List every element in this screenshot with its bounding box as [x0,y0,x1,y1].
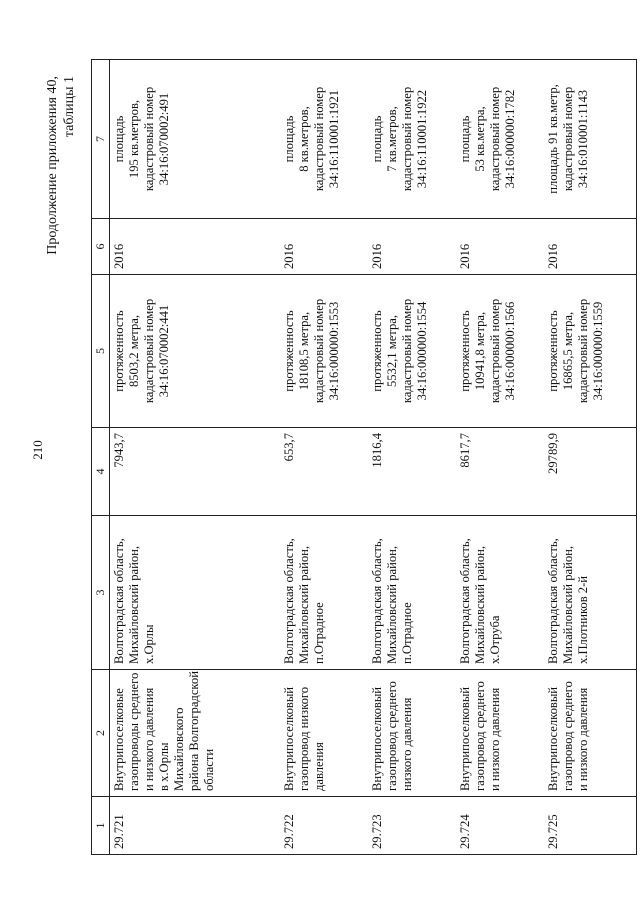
property-table [91,59,637,855]
object-area [368,60,456,219]
object-address-line: Михайловский район, [297,546,311,664]
object-length-line: кадастровый номер [488,298,502,404]
object-area-line: кадастровый номер [312,86,326,192]
object-area-line: площадь [112,115,126,163]
object-address-line: Волгоградская область, [112,538,126,664]
object-address [368,516,456,670]
object-length [544,275,637,428]
column-header: 5 [92,275,110,428]
object-address-line: Михайловский район, [385,546,399,664]
table-row [280,60,368,855]
object-area-line: кадастровый номер [400,86,414,192]
object-area-line: 195 кв.метров, [127,99,141,179]
object-address [456,516,544,670]
object-area-line: 8 кв.метров, [297,106,311,172]
object-area-line: 34:16:110001:1922 [415,89,429,189]
object-length-line: 34:16:000000:1553 [327,301,341,401]
object-year: 2016 [544,219,637,275]
object-name-line: давления [312,742,326,791]
object-area-line: кадастровый номер [488,86,502,192]
object-name-line: района Волгоградской [187,671,201,791]
header-row [92,60,110,855]
object-name-line: газопровод среднего [385,681,399,791]
row-number: 29.723 [368,797,456,855]
object-length-line: 10941,8 метра, [473,311,487,391]
caption-line: таблицы 1 [62,76,77,138]
object-address-line: Михайловский район, [127,546,141,664]
object-name [368,670,456,797]
object-address [280,516,368,670]
object-cost: 1816,4 [368,428,456,516]
object-cost: 653,7 [280,428,368,516]
object-name [280,670,368,797]
object-address-line: х.Плотников 2-й [576,575,590,664]
object-address-line: п.Отрадное [312,602,326,664]
object-length-line: протяженность [112,310,126,392]
object-year: 2016 [280,219,368,275]
object-area-line: кадастровый номер [142,86,156,192]
object-name-line: Внутрипоселковые [112,688,126,791]
object-name-line: области [202,748,216,791]
object-year: 2016 [110,219,281,275]
object-name-line: Внутрипоселковый [282,686,296,791]
column-header: 2 [92,670,110,797]
object-area [456,60,544,219]
object-name-line: Внутрипоселковый [458,686,472,791]
object-length [456,275,544,428]
object-cost: 29789,9 [544,428,637,516]
object-area-line: 7 кв.метров, [385,106,399,172]
object-name-line: Внутрипоселковый [370,686,384,791]
object-name [544,670,637,797]
object-length-line: протяженность [282,310,296,392]
object-address-line: Волгоградская область, [282,538,296,664]
object-address-line: Михайловский район, [473,546,487,664]
object-address-line: х.Отруба [488,615,502,664]
object-name [110,670,281,797]
object-name-line: низкого давления [400,697,414,791]
object-area-line: 34:16:000000:1782 [503,89,517,189]
object-area-line: 34:16:010001:1143 [576,89,590,189]
object-name-line: и низкого давления [142,687,156,791]
row-number: 29.725 [544,797,637,855]
object-name-line: Михайловского [172,707,186,791]
object-name [456,670,544,797]
object-area [110,60,281,219]
row-number: 29.722 [280,797,368,855]
object-length-line: 5532,1 метра, [385,314,399,388]
column-header: 6 [92,219,110,275]
object-length-line: протяженность [370,310,384,392]
object-length-line: кадастровый номер [400,298,414,404]
object-length-line: кадастровый номер [142,298,156,404]
object-address-line: Волгоградская область, [370,538,384,664]
column-header: 7 [92,60,110,219]
object-length-line: 34:16:000000:1554 [415,301,429,401]
object-length [110,275,281,428]
page-number: 210 [30,440,45,460]
object-length [280,275,368,428]
object-length-line: кадастровый номер [312,298,326,404]
table-row [110,60,281,855]
object-name-line: в х.Орлы [157,742,171,791]
object-name-line: Внутрипоселковый [546,686,560,791]
column-header: 3 [92,516,110,670]
column-header: 4 [92,428,110,516]
object-name-line: и низкого давления [576,687,590,791]
object-name-line: газопровод среднего [561,681,575,791]
object-length-line: 34:16:070002:441 [157,304,171,398]
object-area-line: площадь [458,115,472,163]
object-address-line: Михайловский район, [561,546,575,664]
object-area-line: площадь [282,115,296,163]
object-length-line: протяженность [458,310,472,392]
object-area-line: 34:16:110001:1921 [327,89,341,189]
table-row [368,60,456,855]
object-address-line: п.Отрадное [400,602,414,664]
object-length-line: 34:16:000000:1566 [503,301,517,401]
object-address [110,516,281,670]
object-year: 2016 [368,219,456,275]
object-length-line: 16865,5 метра, [561,311,575,391]
caption-line: Продолжение приложения 40, [45,76,60,255]
object-area-line: площадь [370,115,384,163]
object-name-line: газопроводы среднего [127,672,141,791]
object-length-line: 34:16:000000:1559 [591,301,605,401]
object-address-line: Волгоградская область, [546,538,560,664]
object-year: 2016 [456,219,544,275]
object-length-line: протяженность [546,310,560,392]
table-row [544,60,637,855]
object-cost: 8617,7 [456,428,544,516]
table-body [110,60,637,855]
object-length-line: 8503,2 метра, [127,314,141,388]
object-area-line: 34:16:070002:491 [157,92,171,186]
object-length [368,275,456,428]
object-address-line: Волгоградская область, [458,538,472,664]
object-name-line: газопровод низкого [297,686,311,791]
object-name-line: газопровод среднего [473,681,487,791]
object-area [280,60,368,219]
object-name-line: и низкого давления [488,687,502,791]
row-number: 29.721 [110,797,281,855]
object-area-line: площадь 91 кв.метр, [546,84,560,194]
object-area-line: кадастровый номер [561,86,575,192]
object-area [544,60,637,219]
object-cost: 7943,7 [110,428,281,516]
table-row [456,60,544,855]
object-length-line: 18108,5 метра, [297,311,311,391]
column-header: 1 [92,797,110,855]
object-length-line: кадастровый номер [576,298,590,404]
object-area-line: 53 кв.метра, [473,106,487,172]
table-caption [44,76,78,255]
row-number: 29.724 [456,797,544,855]
object-address-line: х.Орлы [142,624,156,664]
object-address [544,516,637,670]
